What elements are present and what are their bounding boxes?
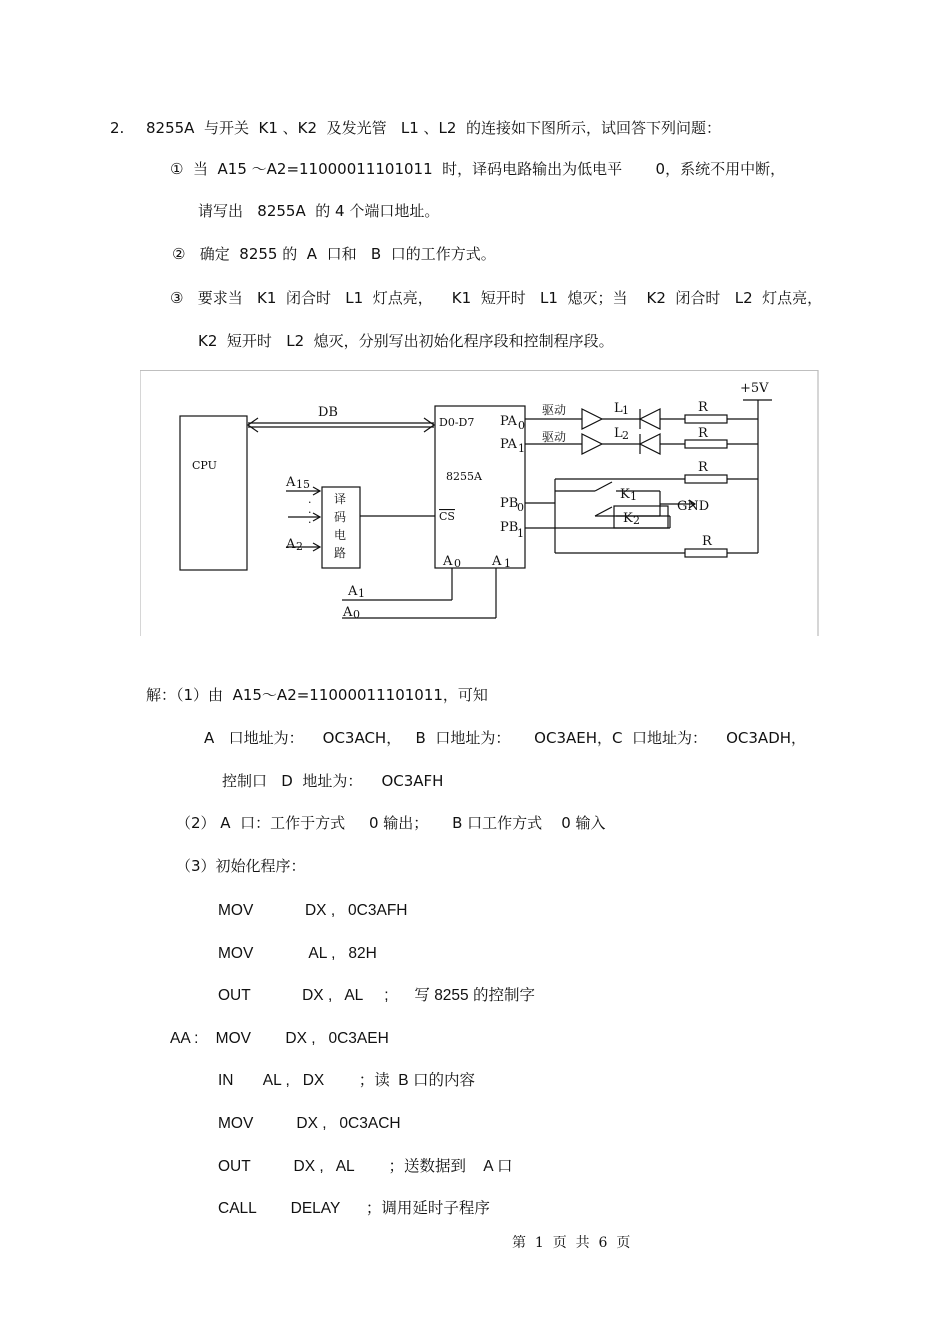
- pb0-sub: 0: [517, 501, 524, 514]
- decoder-char-4: 路: [334, 546, 347, 560]
- switch-k2-sub: 2: [633, 514, 640, 527]
- resistor-4-label: R: [702, 534, 712, 549]
- a1-pin-sub: 1: [504, 557, 511, 570]
- a15-label: A: [286, 475, 296, 490]
- a0-pin-label: A: [443, 554, 453, 569]
- question-2: ② 确定 8255 的 A 口和 B 口的工作方式。: [172, 245, 496, 263]
- code-line: CALL DELAY ；调用延时子程序: [218, 1200, 490, 1217]
- question-1-line-2: 请写出 8255A 的 4 个端口地址。: [198, 202, 440, 220]
- switch-k1-label: K: [620, 487, 630, 502]
- resistor-1-label: R: [698, 400, 708, 415]
- switch-k2-label: K: [623, 511, 633, 526]
- ellipsis-dot-2: ·: [308, 506, 312, 519]
- cpu-box: [180, 416, 247, 570]
- a0-input-sub: 0: [353, 608, 360, 621]
- led-1-label: L: [614, 401, 623, 416]
- db-label: DB: [318, 405, 338, 420]
- a2-sub: 2: [296, 540, 303, 553]
- decoder-char-1: 译: [334, 492, 347, 506]
- answer-2: （2） A 口：工作于方式 0 输出； B 口工作方式 0 输入: [176, 814, 606, 832]
- question-1-line-1: ① 当 A15 ～A2=11000011101011 时，译码电路输出为低电平 0，系统不用中断，: [170, 160, 786, 178]
- code-line: MOV DX , 0C3ACH: [218, 1115, 401, 1132]
- cpu-label: CPU: [192, 459, 217, 472]
- resistor-3-label: R: [698, 460, 708, 475]
- a2-label: A: [286, 537, 296, 552]
- page-footer: 第 1 页 共 6 页: [512, 1235, 631, 1251]
- pa1-label: PA: [500, 437, 517, 452]
- ellipsis-dot-3: ·: [308, 516, 312, 529]
- gnd-label: GND: [677, 499, 710, 514]
- a0-input-label: A: [343, 605, 353, 620]
- driver-2-label: 驱动: [542, 430, 567, 444]
- ellipsis-dot-1: ·: [308, 496, 312, 509]
- chip-8255a-box: [435, 406, 525, 568]
- answer-1-heading: 解：（1）由 A15～A2=11000011101011，可知: [146, 686, 488, 704]
- pb1-sub: 1: [517, 527, 524, 540]
- code-line: MOV AL , 82H: [218, 945, 377, 962]
- a0-pin-sub: 0: [454, 557, 461, 570]
- led-2-label: L: [614, 426, 623, 441]
- code-line: AA : MOV DX , 0C3AEH: [170, 1030, 389, 1047]
- led-2-sub: 2: [622, 429, 629, 442]
- code-line: OUT DX , AL ; 写 8255 的控制字: [218, 987, 535, 1004]
- led-1-sub: 1: [622, 404, 629, 417]
- answer-1-control-port: 控制口 D 地址为： OC3AFH: [222, 772, 444, 790]
- pb0-label: PB: [500, 496, 519, 511]
- code-line: IN AL , DX ；读 B 口的内容: [218, 1072, 475, 1089]
- question-intro: 8255A 与开关 K1 、K2 及发光管 L1 、L2 的连接如下图所示，试回答下列问题：: [146, 119, 721, 137]
- pa0-sub: 0: [518, 419, 525, 432]
- decoder-char-2: 码: [334, 510, 347, 524]
- decoder-char-3: 电: [334, 528, 347, 542]
- chip-label: 8255A: [446, 470, 482, 483]
- circuit-diagram: [140, 370, 820, 638]
- pa1-sub: 1: [518, 442, 525, 455]
- a1-input-label: A: [348, 584, 358, 599]
- question-3-line-1: ③ 要求当 K1 闭合时 L1 灯点亮， K1 短开时 L1 熄灭；当 K2 闭合时 L2 灯点亮，: [170, 289, 823, 307]
- answer-3-heading: （3）初始化程序：: [176, 857, 306, 875]
- code-line: OUT DX , AL ；送数据到 A 口: [218, 1158, 513, 1175]
- question-3-line-2: K2 短开时 L2 熄灭，分别写出初始化程序段和控制程序段。: [198, 332, 614, 350]
- vcc-label: +5V: [740, 381, 769, 396]
- a1-pin-label: A: [492, 554, 502, 569]
- switch-k1-sub: 1: [630, 490, 637, 503]
- d0-d7-label: D0-D7: [439, 416, 475, 429]
- driver-1-label: 驱动: [542, 403, 567, 417]
- a1-input-sub: 1: [358, 587, 365, 600]
- answer-1-port-addresses: A 口地址为： OC3ACH， B 口地址为： OC3AEH，C 口地址为： OC3ADH，: [204, 729, 807, 747]
- a15-sub: 15: [296, 478, 310, 491]
- pa0-label: PA: [500, 414, 517, 429]
- question-number: 2.: [110, 119, 125, 137]
- resistor-2-label: R: [698, 426, 708, 441]
- cs-label: CS: [439, 510, 455, 523]
- code-line: MOV DX , 0C3AFH: [218, 902, 408, 919]
- pb1-label: PB: [500, 520, 519, 535]
